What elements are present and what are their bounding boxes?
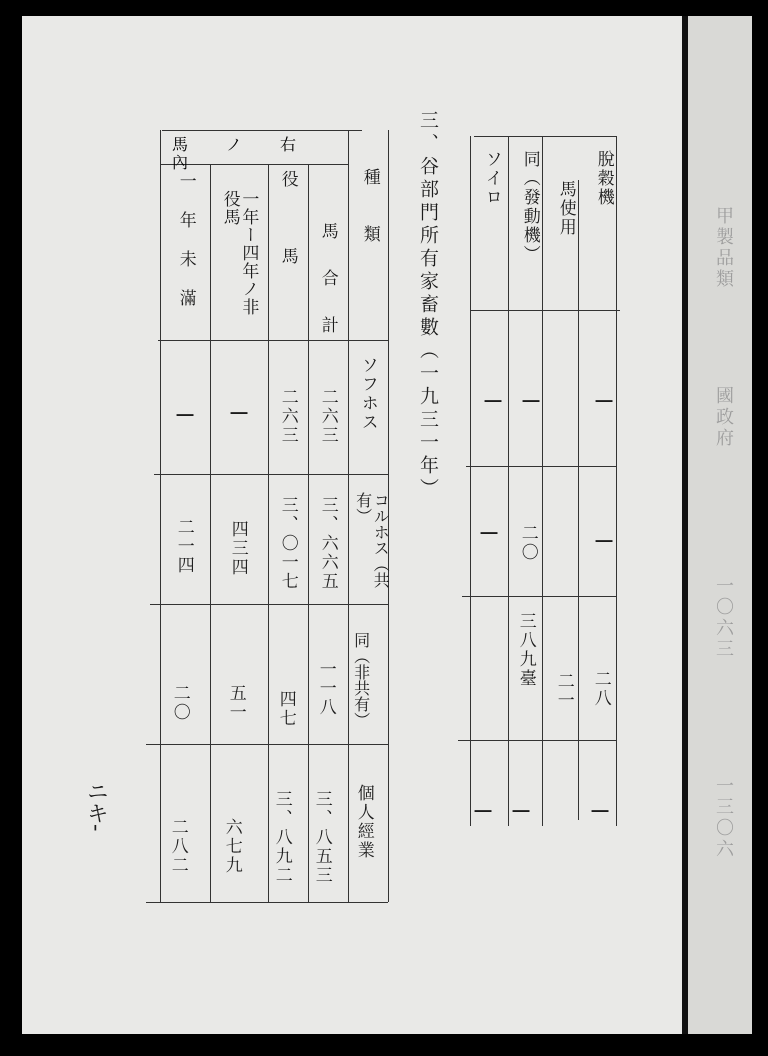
table-cell: 二八二 [167, 818, 188, 875]
table-rule [146, 744, 388, 745]
facing-page-edge [688, 16, 752, 1034]
row-label: 役馬 [277, 170, 298, 324]
table-rule [470, 310, 620, 311]
table-cell: 一一八 [315, 660, 336, 717]
column-header: 個人經業 [353, 784, 374, 860]
table-cell: 三、〇一七 [277, 496, 298, 591]
table-cell: | [175, 412, 196, 421]
table-rule [210, 164, 211, 902]
table-cell: | [483, 398, 504, 407]
bleed-text: 甲製品類 [713, 206, 734, 290]
page-number: ニキ- [83, 780, 109, 832]
bleed-text: 一三〇六 [713, 776, 734, 860]
section-heading: 三、谷部門所有家畜數（一九三一年） [417, 110, 439, 501]
table-rule [162, 130, 362, 131]
column-header: 同（非共有） [351, 632, 371, 728]
table-cell: 三、八九二 [271, 790, 292, 885]
table-cell: 二〇 [517, 524, 538, 562]
column-header: コルホス（共有） [353, 492, 391, 588]
table-cell: 二八 [590, 670, 611, 708]
table-rule [146, 902, 388, 903]
table-rule [458, 740, 616, 741]
table-cell: | [521, 398, 542, 407]
table-cell: 五一 [225, 684, 246, 722]
table-cell: 二〇 [169, 684, 190, 722]
group-label: 馬ノ右內 [172, 135, 335, 172]
table-cell: 三、六六五 [317, 496, 338, 591]
column-header: 馬使用 [555, 180, 576, 237]
table-rule [160, 130, 161, 902]
table-rule [308, 164, 309, 902]
table-cell: | [229, 410, 250, 419]
table-rule [150, 604, 388, 605]
table-cell: | [479, 530, 500, 539]
table-cell: 二六三 [277, 388, 298, 445]
table-rule [158, 340, 388, 341]
table-cell: | [594, 538, 615, 547]
table-rule [616, 136, 617, 826]
table-cell: | [511, 808, 532, 817]
row-label: 一年未滿 [175, 172, 196, 328]
table-rule [474, 136, 616, 137]
column-header: 脫穀機 [593, 150, 614, 207]
table-rule [542, 136, 543, 826]
table-rule [578, 180, 579, 820]
table-cell: 二一 [553, 672, 574, 710]
table-rule [466, 466, 616, 467]
table-cell: 二六三 [317, 388, 338, 445]
table-cell: 三、八五三 [311, 790, 332, 885]
table-cell: | [590, 808, 611, 817]
column-header: ソフホス [357, 356, 378, 432]
table-rule [470, 136, 471, 826]
table-rule [268, 164, 269, 902]
bleed-text: 一〇六三 [713, 576, 734, 660]
bleed-text: 國政府 [713, 386, 734, 449]
table-cell: 二一四 [173, 518, 194, 575]
table-cell: 三八九臺 [515, 612, 536, 688]
table-rule [348, 130, 349, 902]
document-page [22, 16, 682, 1034]
row-header-label: 種類 [359, 168, 380, 282]
table-cell: 四三四 [227, 520, 248, 577]
table-cell: | [473, 808, 494, 817]
table-cell: 六七九 [221, 818, 242, 875]
column-header: 同（發動機） [519, 150, 540, 264]
row-label: 一年ー四年ノ非役馬 [219, 190, 259, 316]
column-header: ソイロ [481, 150, 502, 207]
table-rule [462, 596, 616, 597]
table-rule [508, 136, 509, 826]
table-cell: | [594, 398, 615, 407]
row-label: 馬合計 [317, 222, 338, 363]
table-rule [154, 474, 388, 475]
table-cell: 四七 [275, 690, 296, 728]
